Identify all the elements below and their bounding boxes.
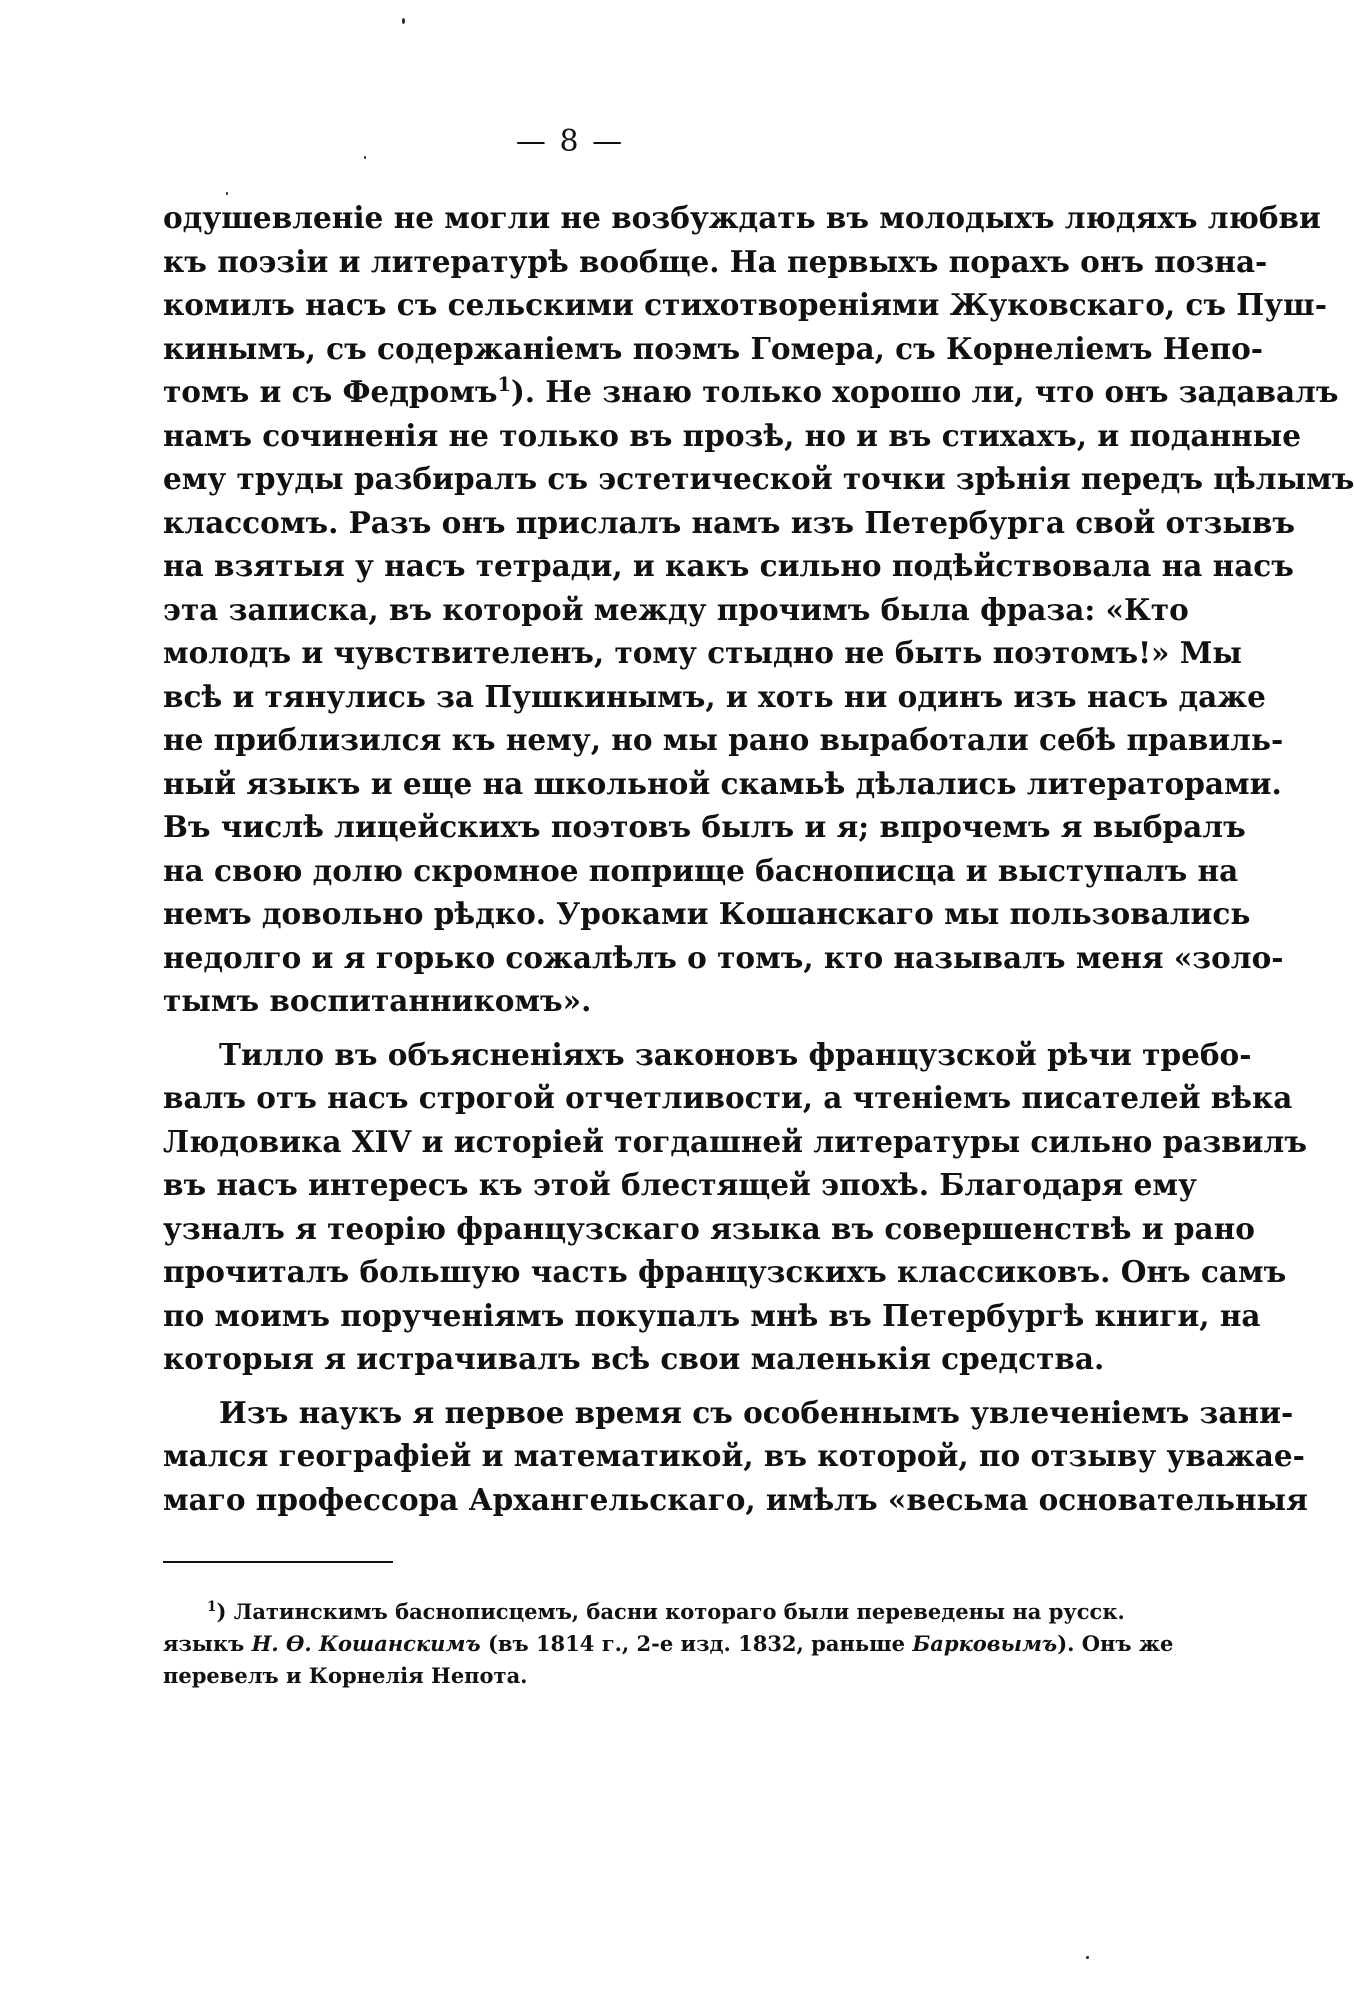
text-line: кинымъ, съ содержаніемъ поэмъ Гомера, съ Корнеліемъ Непо- <box>163 330 1263 366</box>
text-line: которыя я истрачивалъ всѣ свои маленькія средства. <box>163 1341 1105 1376</box>
text-line: Тилло въ объясненіяхъ законовъ французской рѣчи требо- <box>219 1036 1252 1072</box>
footnote-text: ) Латинскимъ баснописцемъ, басни котораго были переведены на русск. <box>216 1599 1125 1624</box>
text-line: эта записка, въ которой между прочимъ была фраза: «Кто <box>163 591 1189 627</box>
main-text <box>163 196 1354 1521</box>
text-line: не приблизился къ нему, но мы рано выработали себѣ правиль- <box>163 722 1284 757</box>
text-line: Изъ наукъ я первое время съ особеннымъ увлеченіемъ зани- <box>219 1394 1294 1430</box>
footnote-text: ). Онъ же <box>1057 1631 1174 1656</box>
footnote-divider <box>163 1561 393 1563</box>
text-line: ный языкъ и еще на школьной скамьѣ дѣлались литераторами. <box>163 765 1282 801</box>
footnote-text: (въ 1814 г., 2-е изд. 1832, раньше <box>480 1631 913 1656</box>
text-line: ему труды разбиралъ съ эстетической точки зрѣнія передъ цѣлымъ <box>163 461 1354 496</box>
text-line: намъ сочиненія не только въ прозѣ, но и въ стихахъ, и поданные <box>163 417 1302 453</box>
footnote-author-name: Н. Ѳ. Кошанскимъ <box>251 1631 481 1656</box>
footnote-marker: 1 <box>207 1599 217 1615</box>
page-number: — 8 — <box>515 124 625 159</box>
text-line: узналъ я теорію французскаго языка въ совершенствѣ и рано <box>163 1210 1255 1246</box>
footnote-text: языкъ <box>163 1631 252 1656</box>
text-line: одушевленіе не могли не возбуждать въ молодыхъ людяхъ любви <box>163 200 1321 235</box>
text-segment: томъ и съ Федромъ <box>163 374 498 409</box>
footnote <box>163 1596 1174 1692</box>
text-line-with-footnote-ref <box>163 370 1339 414</box>
text-line: къ поэзіи и литературѣ вообще. На первыхъ порахъ онъ позна- <box>163 243 1268 279</box>
scan-speck <box>226 192 228 195</box>
text-line: по моимъ порученіямъ покупалъ мнѣ въ Петербургѣ книги, на <box>163 1297 1261 1333</box>
text-line: на взятыя у насъ тетради, и какъ сильно подѣйствовала на насъ <box>163 548 1294 583</box>
text-line: Людовика XIV и исторіей тогдашней литературы сильно развилъ <box>163 1123 1307 1159</box>
footnote-author-name: Барковымъ <box>912 1631 1058 1656</box>
text-line: Въ числѣ лицейскихъ поэтовъ былъ и я; впрочемъ я выбралъ <box>163 809 1246 844</box>
text-line: недолго и я горько сожалѣлъ о томъ, кто называлъ меня «золо- <box>163 939 1284 975</box>
footnote-line <box>163 1596 1125 1628</box>
footnote-ref-marker[interactable]: 1 <box>497 373 511 397</box>
text-line: на свою долю скромное поприще баснописца и выступалъ на <box>163 852 1239 888</box>
text-line: классомъ. Разъ онъ прислалъ намъ изъ Петербурга свой отзывъ <box>163 504 1296 540</box>
text-line: прочиталъ большую часть французскихъ классиковъ. Онъ самъ <box>163 1254 1287 1289</box>
text-line: мался географіей и математикой, въ которой, по отзыву уважае- <box>163 1438 1305 1473</box>
footnote-line <box>163 1628 1174 1660</box>
text-line: всѣ и тянулись за Пушкинымъ, и хоть ни одинъ изъ насъ даже <box>163 678 1266 714</box>
text-line: въ насъ интересъ къ этой блестящей эпохѣ. Благодаря ему <box>163 1167 1197 1202</box>
footnote-line: перевелъ и Корнелія Непота. <box>163 1663 528 1688</box>
text-segment: ). Не знаю только хорошо ли, что онъ задавалъ <box>510 374 1339 409</box>
scan-speck <box>402 18 405 24</box>
scan-speck <box>1086 1956 1089 1959</box>
text-line: валъ отъ насъ строгой отчетливости, а чтеніемъ писателей вѣка <box>163 1080 1293 1115</box>
text-line: маго профессора Архангельскаго, имѣлъ «весьма основательныя <box>163 1481 1308 1517</box>
text-line: молодъ и чувствителенъ, тому стыдно не быть поэтомъ!» Мы <box>163 635 1242 670</box>
text-line: немъ довольно рѣдко. Уроками Кошанскаго мы пользовались <box>163 896 1251 931</box>
text-line: тымъ воспитанникомъ». <box>163 983 592 1018</box>
scan-speck <box>364 156 366 159</box>
text-line: комилъ насъ съ сельскими стихотвореніями Жуковскаго, съ Пуш- <box>163 287 1327 322</box>
